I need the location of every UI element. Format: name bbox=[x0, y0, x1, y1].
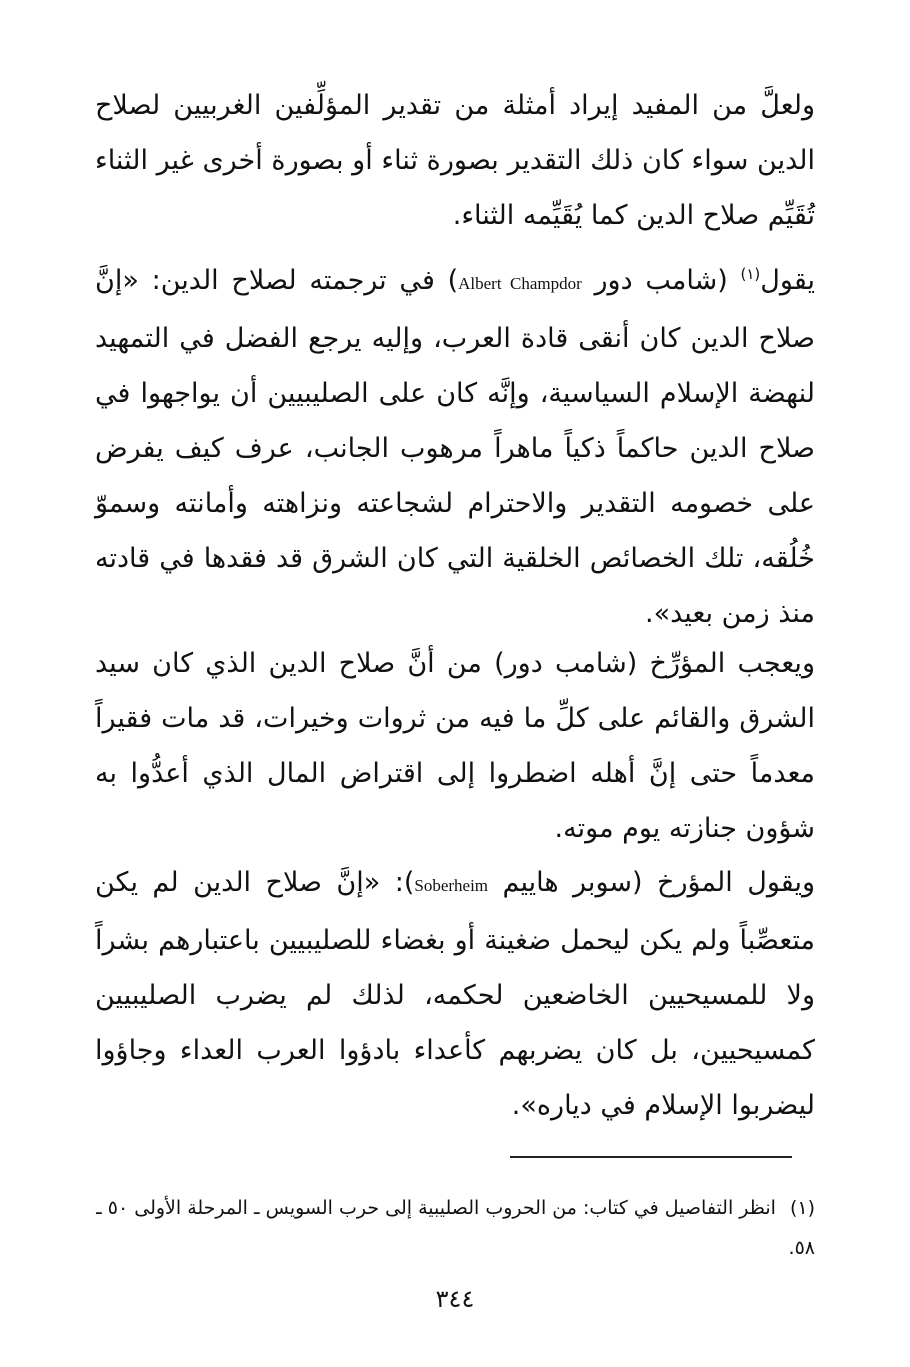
soberheim-quotation: ): «إنَّ صلاح الدين لم يكن متعصِّباً ولم يكن ليحمل ضغينة أو بغضاء للصليبيين باعتبارهم بشراً ولا للمسيحيين الخاضعين لحكمه، لذلك لم يضرب الصليبيين كمسيحيين، بل كان يضربهم كأعداء بادؤوا العرب العداء وجاؤوا ليضربوا الإسلام في دياره». bbox=[95, 867, 815, 1121]
paragraph-lead-word: يقول bbox=[760, 265, 816, 296]
soberheim-name-latin: Soberheim bbox=[414, 876, 489, 895]
footnote-number: (١) bbox=[789, 1197, 815, 1219]
page-number: ٣٤٤ bbox=[435, 1285, 475, 1313]
paragraph-intro: ولعلَّ من المفيد إيراد أمثلة من تقدير المؤلِّفين الغربيين لصلاح الدين سواء كان ذلك التقدير بصورة ثناء أو بصورة أخرى غير الثناء تُقَيِّم صلاح الدين كما يُقَيِّمه الثناء. bbox=[95, 90, 815, 231]
champdor-quotation: «إنَّ صلاح الدين كان أنقى قادة العرب، وإليه يرجع الفضل في التمهيد لنهضة الإسلام السياسية، وإنَّه كان على الصليبيين أن يواجهوا في صلاح الدين حاكماً ذكياً ماهراً مرهوب الجانب، عرف كيف يفرض على خصومه التقدير والاحترام لشجاعته ونزاهته وأمانته وسموّ خُلُقه، تلك الخصائص الخلقية التي كان الشرق قد فقدها في قادته منذ زمن بعيد». bbox=[95, 265, 815, 629]
footnote-text: انظر التفاصيل في كتاب: من الحروب الصليبية إلى حرب السويس ـ المرحلة الأولى ٥٠ ـ ٥٨. bbox=[96, 1197, 815, 1259]
paragraph-champdor-wonder: ويعجب المؤرِّخ (شامب دور) من أنَّ صلاح الدين الذي كان سيد الشرق والقائم على كلِّ ما فيه من ثروات وخيرات، قد مات فقيراً معدماً حتى إنَّ أهله اضطروا إلى اقتراض المال الذي أعدُّوا به شؤون جنازته يوم موته. bbox=[95, 648, 815, 844]
footnote bbox=[95, 1188, 815, 1268]
soberheim-lead: ويقول المؤرخ (سوبر هاييم bbox=[488, 867, 815, 898]
author-name-arabic-close: ) في ترجمته لصلاح الدين: bbox=[151, 265, 459, 296]
paragraph-soberheim-quote bbox=[95, 855, 815, 1133]
author-name-arabic-open: (شامب دور bbox=[581, 265, 741, 296]
footnote-reference: (١) bbox=[740, 265, 761, 283]
footnote-separator bbox=[510, 1156, 792, 1158]
author-name-latin: Albert Champdor bbox=[458, 274, 582, 293]
paragraph-champdor-quote bbox=[95, 253, 815, 641]
